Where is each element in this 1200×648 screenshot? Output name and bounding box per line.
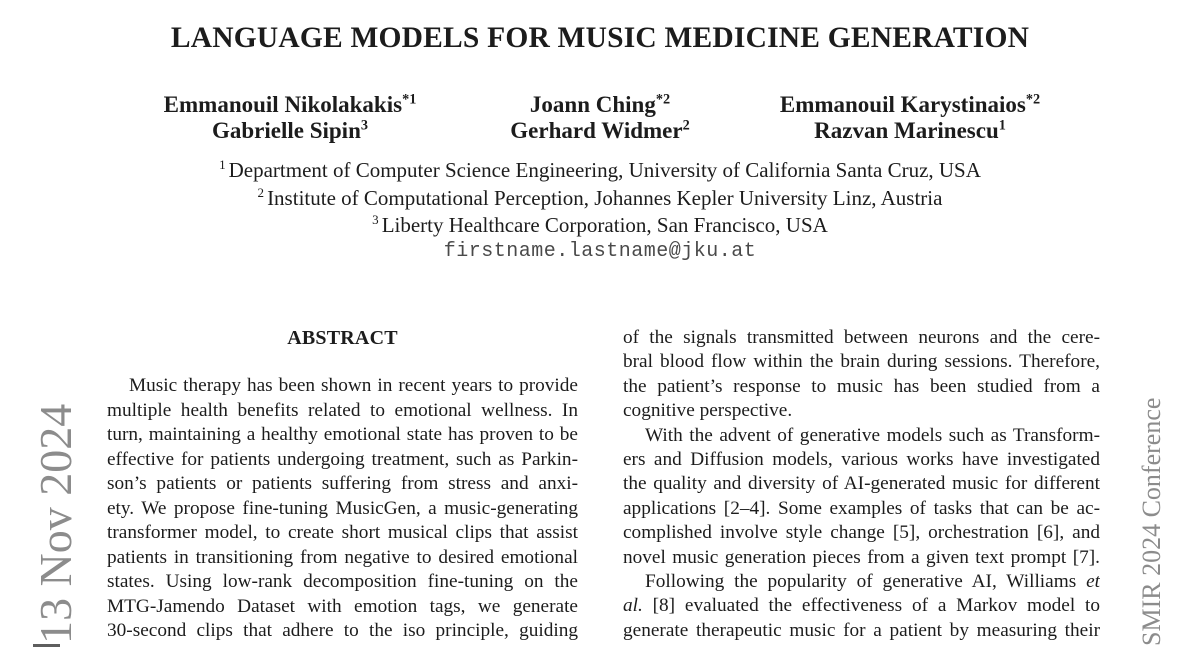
text-line: ety. We propose fine-tuning MusicGen, a music-generating [107, 497, 578, 519]
text-line: patients in transitioning from negative to desired emotional [107, 546, 578, 568]
author-name: Emmanouil Karystinaios$^{*2}$ [779, 91, 1041, 117]
text-line: turn, maintaining a healthy emotional state has proven to be [107, 424, 578, 446]
affiliation-line: $^1$ Department of Computer Science Engineering, University of California Santa Cruz, USA [219, 157, 981, 182]
author-affiliation-mark: 2 [682, 116, 690, 133]
text-line: of the signals transmitted between neurons and the cere- [623, 327, 1100, 348]
text-line: multiple health benefits related to emotional wellness. In [107, 399, 578, 421]
affiliation-number: 3 [372, 212, 379, 227]
author-name: Gerhard Widmer$^2$ [510, 116, 690, 143]
author-block [0, 92, 1200, 143]
text-line: 30-second clips that adhere to the iso principle, guiding [107, 620, 578, 642]
text-line: Following the popularity of generative AI, Williams et [645, 570, 1100, 592]
author-name: Emmanouil Nikolakakis$^{*1}$ [163, 91, 417, 117]
author-affiliation-mark: *1 [402, 91, 417, 108]
author-name: Gabrielle Sipin$^3$ [211, 116, 368, 143]
author-name: Razvan Marinescu$^1$ [814, 116, 1006, 143]
author-affiliation-mark: *2 [1025, 91, 1041, 108]
text-line: ers and Diffusion models, various works have investigated [623, 448, 1100, 470]
text-line: son’s patients or patients suffering from stress and anxi- [107, 473, 578, 495]
author-row [0, 92, 1200, 118]
contact-email: firstname.lastname@jku.at [443, 240, 757, 263]
affiliation-list [0, 157, 1200, 240]
cutoff-watermark-fragment [33, 644, 60, 647]
arxiv-date-watermark: 13 Nov 2024 [30, 403, 81, 644]
text-line: transformer model, to create short musical clips that assist [107, 522, 578, 544]
abstract-heading: ABSTRACT [287, 327, 398, 349]
author-name: Joann Ching$^{*2}$ [529, 91, 671, 117]
author-affiliation-mark: 1 [998, 116, 1006, 133]
text-line: effective for patients undergoing treatment, such as Parkin- [107, 448, 578, 470]
text-line: the quality and diversity of AI-generated music for different [623, 473, 1100, 495]
text-line: generate therapeutic music for a patient by measuring their [623, 619, 1100, 641]
introduction-body [623, 326, 1100, 643]
right-column [623, 326, 1100, 643]
affiliation-number: 2 [257, 184, 265, 200]
affiliation-line: $^2$ Institute of Computational Perception, Johannes Kepler University Linz, Austria [257, 184, 943, 210]
affiliation-line: $^3$ Liberty Healthcare Corporation, San Francisco, USA [372, 212, 828, 237]
text-line: states. Using low-rank decomposition fine-tuning on the [107, 571, 578, 593]
text-line: Music therapy has been shown in recent years to provide [129, 375, 578, 396]
author-affiliation-mark: 3 [360, 116, 368, 133]
text-line: complished involve style change [5], orchestration [6], and [623, 522, 1100, 544]
affiliation-number: 1 [219, 157, 226, 172]
author-affiliation-mark: *2 [655, 91, 671, 108]
text-line: novel music generation pieces from a given text prompt [7]. [623, 546, 1100, 568]
conference-watermark: SMIR 2024 Conference [1137, 397, 1166, 646]
abstract-body [107, 374, 578, 644]
text-line: MTG-Jamendo Dataset with emotion tags, we generate [107, 595, 578, 617]
author-row [0, 118, 1200, 144]
left-column [107, 329, 578, 644]
text-line: bral blood flow within the brain during sessions. Therefore, [623, 351, 1100, 373]
text-line: applications [2–4]. Some examples of tasks that can be ac- [623, 497, 1100, 519]
text-line: With the advent of generative models such as Transform- [645, 424, 1100, 446]
text-line: the patient’s response to music has been studied from a [623, 375, 1100, 397]
text-line: cognitive perspective. [623, 400, 793, 422]
paper-title: LANGUAGE MODELS FOR MUSIC MEDICINE GENERATION [170, 22, 1030, 54]
text-line: al. [8] evaluated the effectiveness of a Markov model to [623, 595, 1100, 617]
